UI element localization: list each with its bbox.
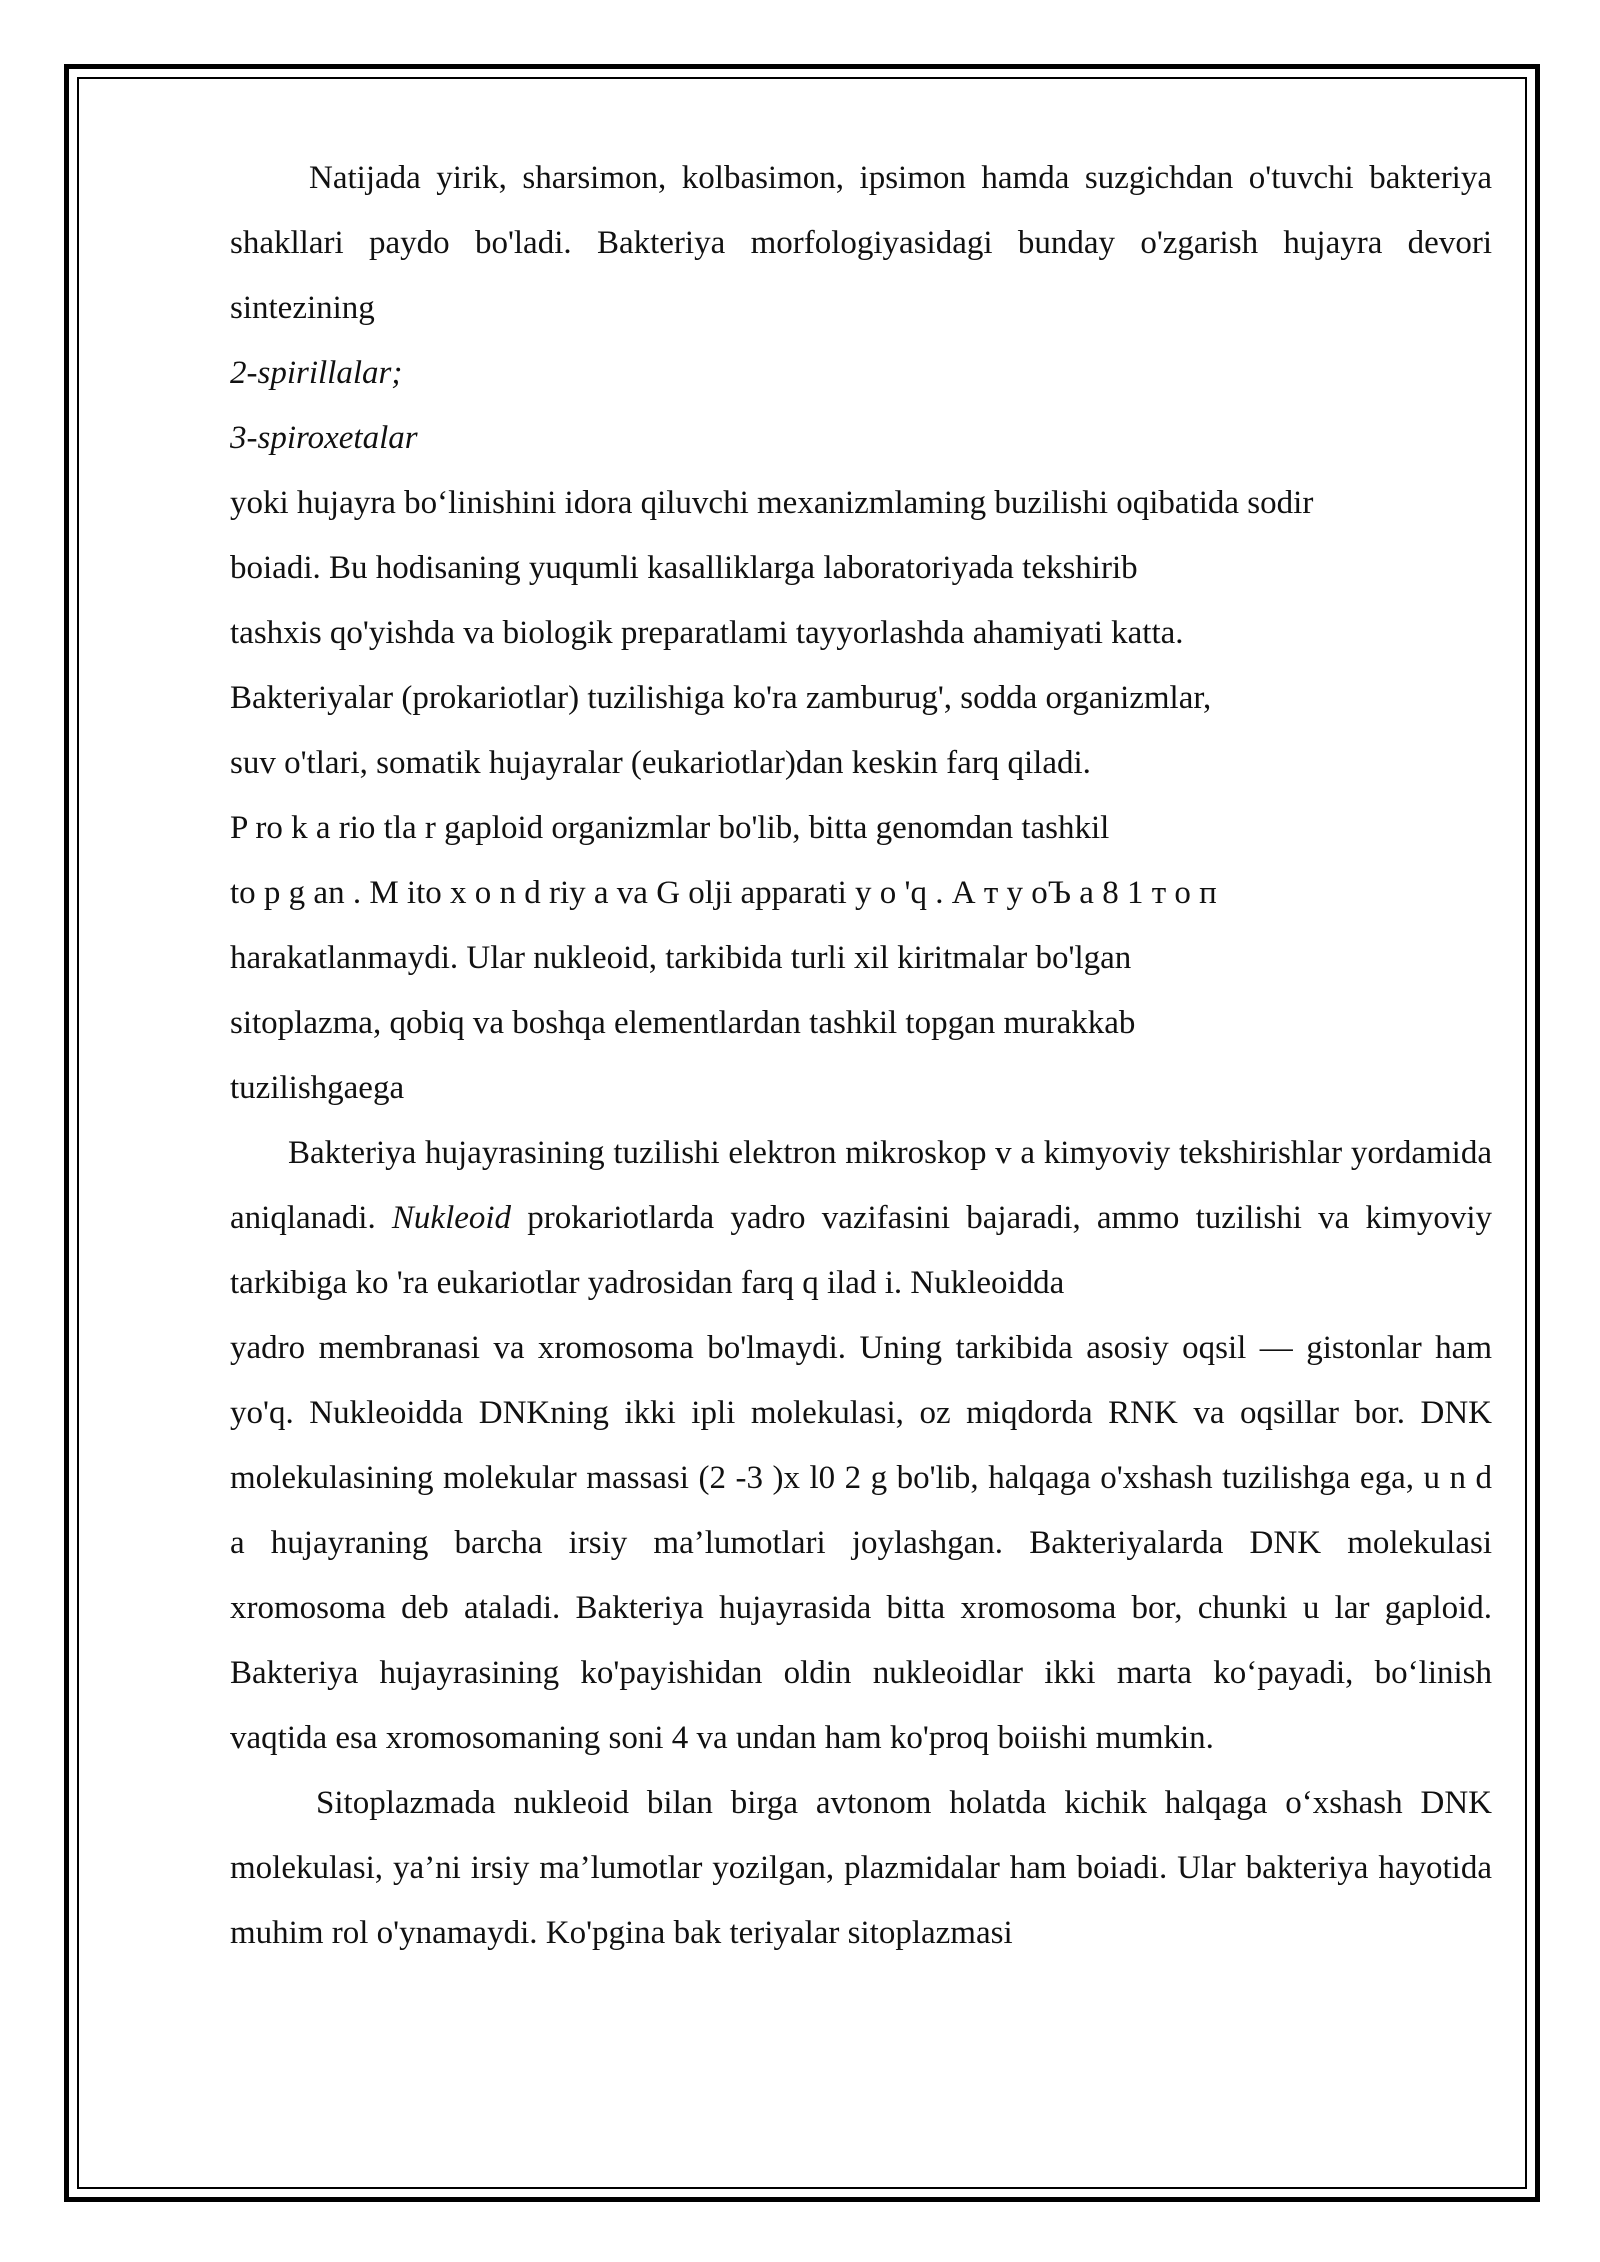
line-tashxis: tashxis qo'yishda va biologik preparatlami tayyorlashda ahamiyati katta. bbox=[230, 615, 1184, 651]
line-tuzilishgaega: tuzilishgaega bbox=[230, 1070, 405, 1106]
term-nukleoid: Nukleoid bbox=[391, 1200, 512, 1236]
paragraph-sitoplazmada: Sitoplazmada nukleoid bilan birga avtonom holatda kichik halqaga o‘xshash DNK molekulasi, ya’ni irsiy ma’lumotlar yozilgan, plazmidalar ham boiadi. Ular bakteriya hayotida muhim rol o'ynamaydi. Ko'pgina bak teriyalar sitoplazmasi bbox=[230, 1785, 1492, 1951]
paragraph-natijada: Natijada yirik, sharsimon, kolbasimon, ipsimon hamda suzgichdan o'tuvchi bakteriya shakllari paydo bo'ladi. Bakteriya morfologiyasidagi bunday o'zgarish hujayra devori sintezining bbox=[230, 160, 1492, 326]
list-item-spirillalar: 2-spirillalar; bbox=[230, 355, 403, 391]
line-suv-otlari: suv o'tlari, somatik hujayralar (eukariotlar)dan keskin farq qiladi. bbox=[230, 745, 1091, 781]
line-bakteriyalar: Bakteriyalar (prokariotlar) tuzilishiga ko'ra zamburug', sodda organizmlar, bbox=[230, 680, 1212, 716]
line-harakatlanmaydi: harakatlanmaydi. Ular nukleoid, tarkibida turli xil kiritmalar bo'lgan bbox=[230, 940, 1132, 976]
paragraph-bakteriya-hujayrasi bbox=[230, 1121, 1492, 1316]
line-boiadi: boiadi. Bu hodisaning yuqumli kasalliklarga laboratoriyada tekshirib bbox=[230, 550, 1138, 586]
line-topgan: to p g an . M ito x o n d riy a va G olji apparati y o 'q . А т у оЪ а 8 1 т о п bbox=[230, 875, 1217, 911]
paragraph-text: prokariotlarda yadro vazifasini bajaradi, ammo tuzilishi va kimyoviy tarkibiga ko 'ra eukariotlar yadrosidan farq q ilad i. Nukleoidda bbox=[230, 1200, 1492, 1301]
paragraph-yadro-membranasi: yadro membranasi va xromosoma bo'lmaydi. Uning tarkibida asosiy oqsil — gistonlar ham yo'q. Nukleoidda DNKning ikki ipli molekulasi, oz miqdorda RNK va oqsillar bor. DNK molekulasining molekular massasi (2 -3 )x l0 2 g bo'lib, halqaga o'xshash tuzilishga ega, u n d a hujayraning barcha irsiy ma’lumotlari joylashgan. Bakteriyalarda DNK molekulasi xromosoma deb ataladi. Bakteriya hujayrasida bitta xromosoma bor, chunki u lar gaploid. Bakteriya hujayrasining ko'payishidan oldin nukleoidlar ikki marta ko‘payadi, bo‘linish vaqtida esa xromosomaning soni 4 va undan ham ko'proq boiishi mumkin. bbox=[230, 1330, 1492, 1756]
list-item-spiroxetalar: 3-spiroxetalar bbox=[230, 420, 418, 456]
line-sitoplazma: sitoplazma, qobiq va boshqa elementlardan tashkil topgan murakkab bbox=[230, 1005, 1136, 1041]
line-yoki-hujayra: yoki hujayra bo‘linishini idora qiluvchi mexanizmlaming buzilishi oqibatida sodir bbox=[230, 485, 1314, 521]
paragraph-text: Bakteriya hujayrasining tuzilishi elektron mikroskop v a kimyoviy tekshirishlar yordamida aniqlanadi. bbox=[230, 1135, 1492, 1236]
line-prokariotlar: P ro k a rio tla r gaploid organizmlar bo'lib, bitta genomdan tashkil bbox=[230, 810, 1110, 846]
document-body bbox=[230, 146, 1492, 1966]
